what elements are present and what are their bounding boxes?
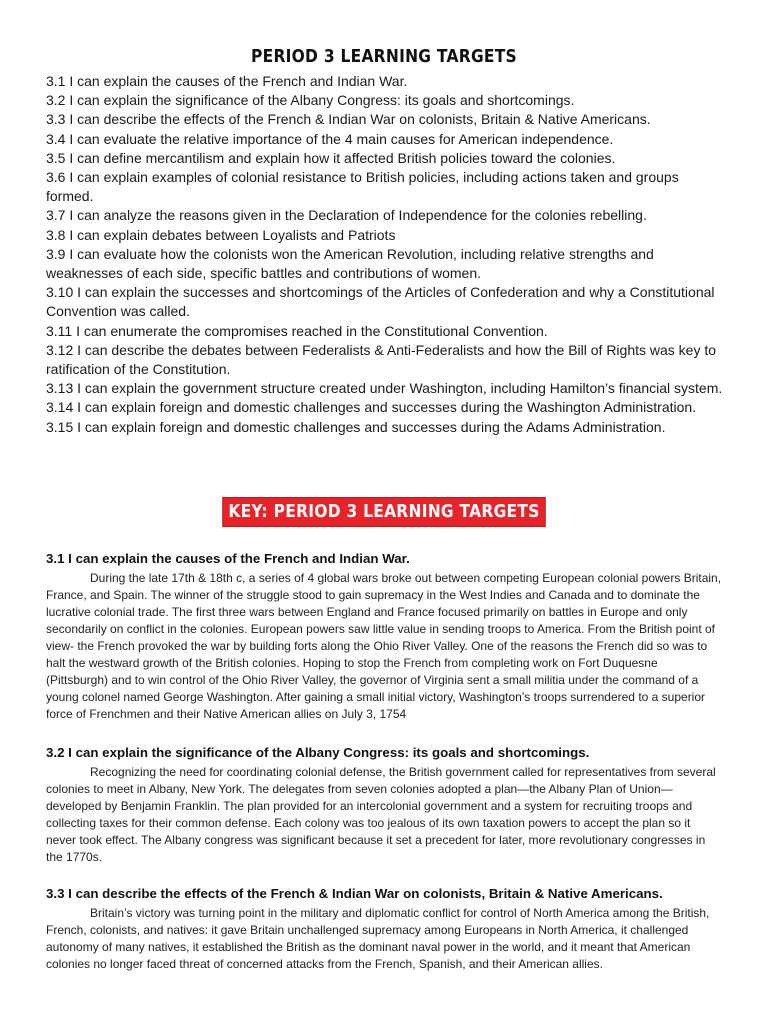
learning-target: 3.8 I can explain debates between Loyalists and Patriots bbox=[46, 226, 396, 243]
key-section bbox=[46, 886, 722, 973]
learning-target: 3.3 I can describe the effects of the French & Indian War on colonists, Britain & Native Americans. bbox=[46, 111, 651, 128]
learning-target: 3.9 I can evaluate how the colonists won the American Revolution, including relative strengths and weaknesses of each side, specific battles and contributions of women. bbox=[46, 245, 654, 282]
learning-target: 3.2 I can explain the significance of the Albany Congress: its goals and shortcomings. bbox=[46, 92, 575, 109]
learning-target: 3.5 I can define mercantilism and explain how it affected British policies toward the colonies. bbox=[46, 149, 616, 166]
learning-target: 3.15 I can explain foreign and domestic challenges and successes during the Adams Administration. bbox=[46, 418, 666, 435]
section-body: During the late 17th & 18th c, a series of 4 global wars broke out between competing European colonial powers Britain, France, and Spain. The winner of the struggle stood to gain supremacy in the West Indies and Canada and to dominate the lucrative colonial trade. The first three wars between England and France focused primarily on battles in Europe and only secondarily on conflict in the colonies. European powers saw little value in sending troops to America. From the British point of view- the French provoked the war by building forts along the Ohio River Valley. One of the reasons the French did so was to halt the westward growth of the British colonies. Hoping to stop the French from completing work on Fort Duquesne (Pittsburgh) and to win control of the Ohio River Valley, the governor of Virginia sent a small militia under the command of a young colonel named George Washington. After gaining a small initial victory, Washington’s troops surrendered to a superior force of Frenchmen and their Native American allies on July 3, 1754 bbox=[46, 571, 722, 721]
key-section bbox=[46, 551, 722, 723]
learning-target: 3.6 I can explain examples of colonial resistance to British policies, including actions taken and groups formed. bbox=[46, 169, 679, 205]
key-section bbox=[46, 745, 722, 866]
section-heading: 3.3 I can describe the effects of the French & Indian War on colonists, Britain & Native Americans. bbox=[46, 886, 663, 901]
learning-target: 3.7 I can analyze the reasons given in the Declaration of Independence for the colonies rebelling. bbox=[46, 207, 647, 224]
learning-target: 3.11 I can enumerate the compromises reached in the Constitutional Convention. bbox=[46, 322, 548, 339]
learning-target: 3.14 I can explain foreign and domestic challenges and successes during the Washington Administration. bbox=[46, 399, 697, 416]
learning-target: 3.10 I can explain the successes and shortcomings of the Articles of Confederation and why a Constitutional Convention was called. bbox=[46, 284, 715, 320]
learning-target: 3.13 I can explain the government structure created under Washington, including Hamilton’s financial system. bbox=[46, 380, 723, 397]
page-title: PERIOD 3 LEARNING TARGETS bbox=[251, 46, 517, 67]
section-body: Britain’s victory was turning point in the military and diplomatic conflict for control of North America among the British, French, colonists, and natives: it gave Britain unchallenged supremacy among Europeans in North America, it challenged autonomy of many natives, it established the British as the dominant naval power in the world, and it meant that American colonies no longer faced threat of concerned attacks from the French, Spanish, and their American allies. bbox=[46, 906, 710, 971]
learning-target: 3.1 I can explain the causes of the French and Indian War. bbox=[46, 73, 408, 89]
section-heading: 3.2 I can explain the significance of the Albany Congress: its goals and shortcomings. bbox=[46, 745, 590, 760]
section-heading: 3.1 I can explain the causes of the French and Indian War. bbox=[46, 551, 410, 566]
learning-targets-list bbox=[46, 72, 726, 437]
learning-target: 3.4 I can evaluate the relative importance of the 4 main causes for American independence. bbox=[46, 130, 614, 147]
section-body: Recognizing the need for coordinating colonial defense, the British government called for representatives from several colonies to meet in Albany, New York. The delegates from seven colonies adopted a plan—the Albany Plan of Union—developed by Benjamin Franklin. The plan provided for an intercolonial government and a system for recruiting troops and collecting taxes for their common defense. Each colony was too jealous of its own taxation powers to accept the plan so it never took effect. The Albany congress was significant because it set a precedent for later, more revolutionary congresses in the 1770s. bbox=[46, 765, 716, 864]
key-banner: KEY: PERIOD 3 LEARNING TARGETS bbox=[222, 497, 545, 527]
key-banner-wrap bbox=[0, 497, 768, 527]
learning-target: 3.12 I can describe the debates between Federalists & Anti-Federalists and how the Bill of Rights was key to ratification of the Constitution. bbox=[46, 341, 717, 378]
